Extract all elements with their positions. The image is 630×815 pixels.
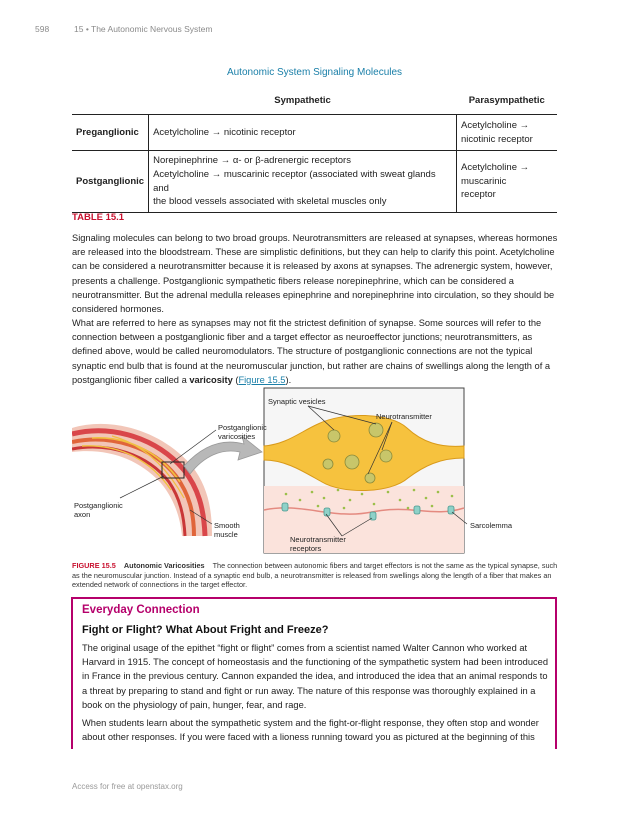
footer-text: Access for free at openstax.org bbox=[72, 782, 183, 791]
row-label-preganglionic: Preganglionic bbox=[72, 115, 149, 151]
row-label-postganglionic: Postganglionic bbox=[72, 151, 149, 213]
figure-link[interactable]: Figure 15.5 bbox=[238, 374, 286, 385]
table-row bbox=[72, 151, 557, 213]
cell-line: the blood vessels associated with skeletal muscles only bbox=[153, 196, 387, 208]
tissue-illustration bbox=[72, 424, 212, 536]
cell-line: Acetylcholine → muscarinic receptor (associated with sweat glands and bbox=[153, 168, 436, 194]
caption-text: The connection between autonomic fibers and target effectors is not the same as the typical synapse, such as the neuromuscular junction. Instead of a synaptic end bulb, a neurotransmitter is released from swellings along the length of a fiber that makes an extended network of connections in the target effector. bbox=[72, 561, 558, 590]
caption-title: Autonomic Varicosities bbox=[123, 561, 205, 570]
feature-paragraph-1: The original usage of the epithet “fight or flight” comes from a scientist named Walter Cannon who worked at Harvard in 1915. The concept of homeostasis and the functioning of the sympathetic system had been introduced in France in the previous century. Cannon expanded the idea, and introduced the idea that an animal responds to a threat by preparing to stand and fight or run away. The nature of this response was thoroughly explained in a book on the physiology of pain, hunger, fear, and rage. bbox=[82, 643, 548, 710]
cell-line: Acetylcholine → bbox=[461, 119, 530, 131]
label-postganglionic-varicosities: Postganglionic varicosities bbox=[218, 423, 267, 441]
feature-box-title: Everyday Connection bbox=[82, 604, 200, 616]
cell-line: muscarinic bbox=[461, 175, 507, 187]
cell-line: Norepinephrine → α- or β-adrenergic receptors bbox=[153, 155, 351, 166]
table-header-empty bbox=[72, 86, 149, 115]
label-smooth-muscle: Smooth muscle bbox=[214, 521, 240, 539]
signaling-table bbox=[72, 86, 557, 213]
caption-label: FIGURE 15.5 bbox=[72, 561, 116, 570]
cell-line: receptor bbox=[461, 189, 496, 201]
cell-line: nicotinic receptor bbox=[461, 133, 533, 145]
paren-open: ( bbox=[232, 374, 239, 385]
label-postganglionic-axon: Postganglionic axon bbox=[74, 501, 123, 519]
table-header-sympathetic: Sympathetic bbox=[149, 86, 457, 115]
feature-paragraph-2: When students learn about the sympathetic system and the fight-or-flight response, they often stop and wonder about other responses. If you were faced with a lioness running toward you as pictured at the beginning of this bbox=[82, 718, 539, 743]
zoom-arrow bbox=[184, 436, 262, 474]
figure-caption bbox=[72, 561, 562, 590]
label-synaptic-vesicles: Synaptic vesicles bbox=[268, 397, 326, 406]
paragraph-text: What are referred to here as synapses may not fit the strictest definition of synapse. Some sources will refer to the connection between a postganglionic fiber and a target effector as neuroeffector junctions; neurotransmitters, as defined above, would be called neuromodulators. The structure of postganglionic connections are not the typical synaptic end bulb that is found at the neuromuscular junction, but rather are chains of swellings along the length of a postganglionic fiber called a bbox=[72, 318, 551, 385]
table-cell bbox=[457, 115, 558, 151]
table-cell bbox=[457, 151, 558, 213]
body-paragraph-2 bbox=[72, 316, 560, 387]
table-label: TABLE 15.1 bbox=[72, 212, 125, 223]
cell-line: Acetylcholine → bbox=[461, 161, 530, 173]
table-title: Autonomic System Signaling Molecules bbox=[226, 67, 403, 78]
term-varicosity: varicosity bbox=[189, 374, 233, 385]
label-sarcolemma: Sarcolemma bbox=[470, 521, 513, 530]
body-paragraph-1: Signaling molecules can belong to two broad groups. Neurotransmitters are released at synapses, whereas hormones are released into the bloodstream. These are simplistic definitions, but they can help to clarify this point. Acetylcholine can be considered a neurotransmitter because it is released by axons at synapses. The adrenergic system, however, presents a challenge. Postganglionic sympathetic fibers release norepinephrine, which can be considered a neurotransmitter. But the adrenal medulla releases epinephrine and norepinephrine into circulation, so they should be considered hormones. bbox=[72, 233, 558, 315]
running-title: 15 • The Autonomic Nervous System bbox=[74, 24, 213, 34]
paren-close: ). bbox=[285, 374, 292, 385]
table-row bbox=[72, 115, 557, 151]
label-neurotransmitter-receptors: Neurotransmitter receptors bbox=[290, 535, 346, 553]
table-header-row bbox=[72, 86, 557, 115]
page-number: 598 bbox=[35, 24, 50, 34]
zoom-panel bbox=[264, 388, 464, 553]
varicosity-figure bbox=[72, 386, 560, 556]
table-cell bbox=[149, 151, 457, 213]
table-header-parasympathetic: Parasympathetic bbox=[457, 86, 558, 115]
label-neurotransmitter: Neurotransmitter bbox=[376, 412, 432, 421]
table-cell bbox=[149, 115, 457, 151]
feature-box-subtitle: Fight or Flight? What About Fright and Freeze? bbox=[82, 624, 329, 636]
cell-line: Acetylcholine → nicotinic receptor bbox=[153, 126, 296, 138]
